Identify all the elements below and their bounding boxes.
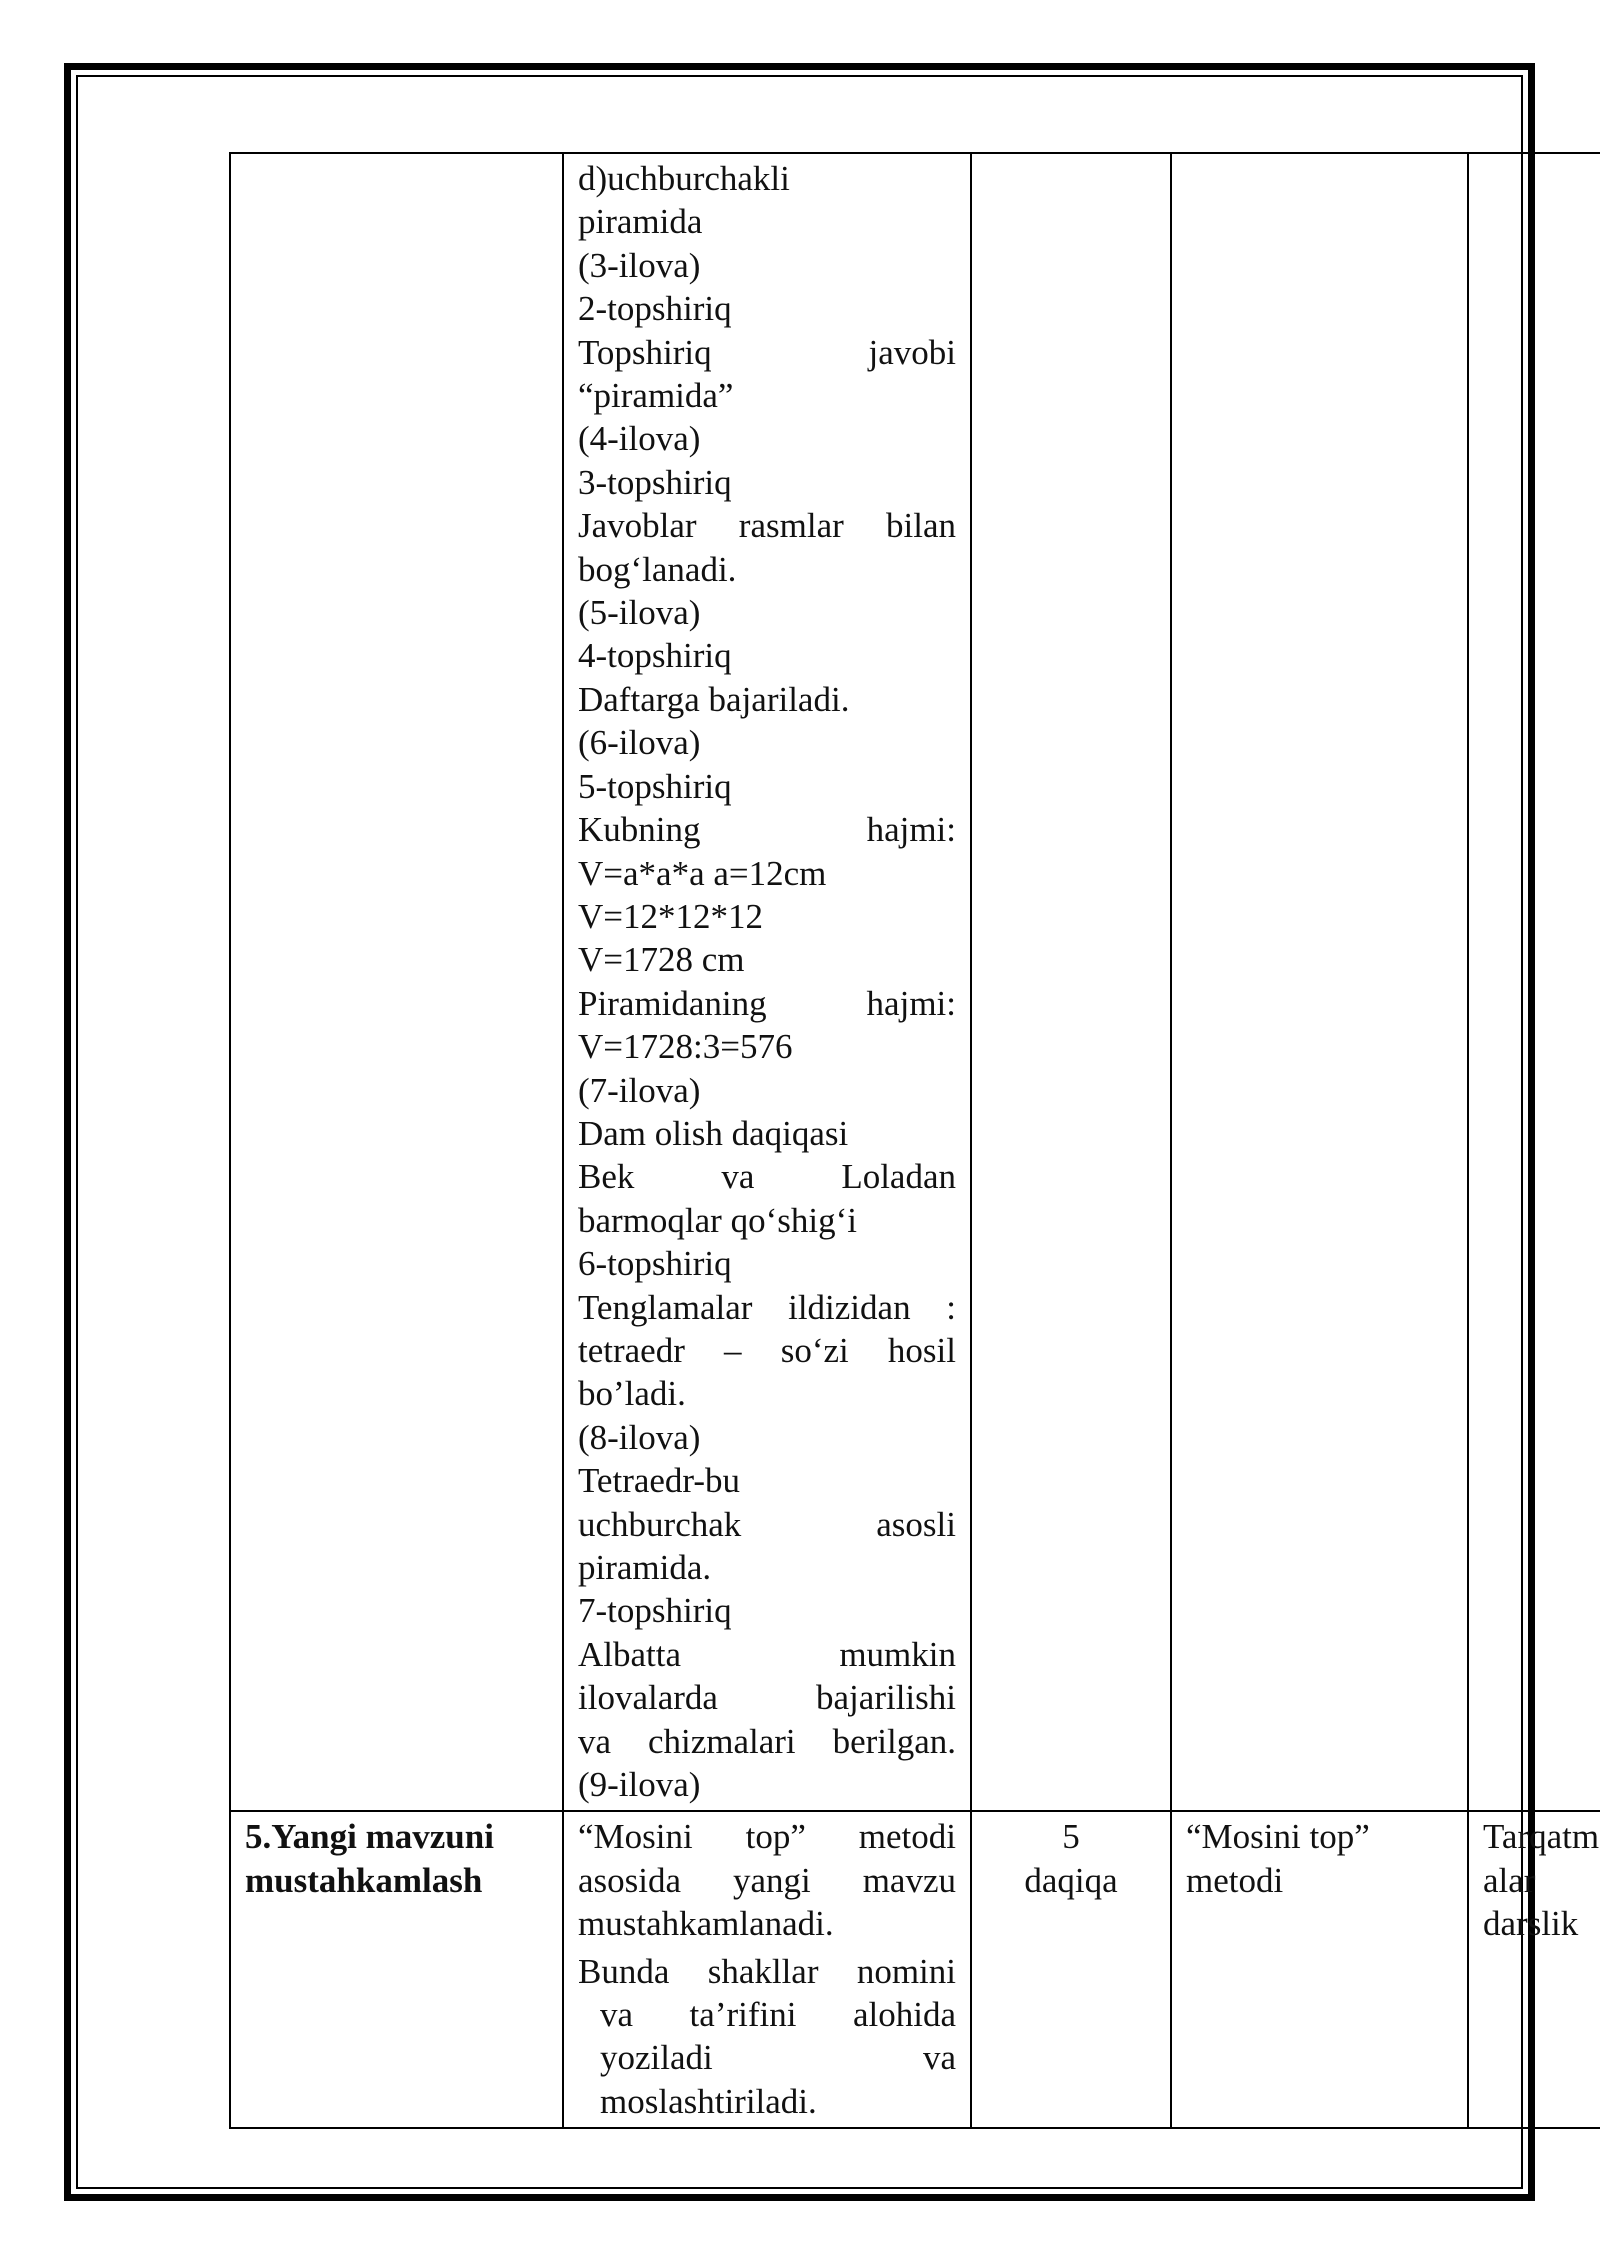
content-paragraph-first-line: Bunda shakllar nomini (578, 1951, 956, 1991)
resources-cell (1468, 1811, 1600, 2128)
content-line: Dam olish daqiqasi (578, 1113, 849, 1153)
content-line: Tetraedr-bu (578, 1461, 741, 1501)
resources-text-cont: darslik (1483, 1904, 1579, 1944)
content-line: “piramida” (578, 376, 734, 416)
content-paragraph-body: va ta’rifini alohida yoziladi va (600, 1995, 956, 2078)
method-name-cont: metodi (1186, 1860, 1284, 1900)
table-row (230, 153, 1600, 1811)
content-line: (4-ilova) (578, 419, 701, 459)
content-line: (9-ilova) (578, 1765, 701, 1805)
content-line: (6-ilova) (578, 723, 701, 763)
content-line: (5-ilova) (578, 593, 701, 633)
time-cell (971, 1811, 1171, 2128)
content-cell (563, 153, 971, 1811)
content-line: 7-topshiriq (578, 1591, 732, 1631)
content-line: 5-topshiriq (578, 766, 732, 806)
content-line: ilovalarda bajarilishi (578, 1678, 956, 1718)
content-paragraph: “Mosini top” metodi asosida yangi mavzu mustahkamlanadi. (578, 1817, 956, 1944)
content-line: Javoblar rasmlar bilan (578, 506, 956, 546)
resources-cell (1468, 153, 1600, 1811)
content-line: (7-ilova) (578, 1070, 701, 1110)
method-cell (1171, 153, 1468, 1811)
content-line: Tenglamalar ildizidan : (578, 1287, 956, 1327)
content-line: Daftarga bajariladi. (578, 679, 850, 719)
resources-text: Tarqatm (1483, 1817, 1600, 1857)
content-paragraph-last-line: moslashtiriladi. (600, 2081, 817, 2121)
table-row (230, 1811, 1600, 2128)
time-cell (971, 153, 1171, 1811)
content-line: piramida (578, 202, 703, 242)
method-cell (1171, 1811, 1468, 2128)
content-line: va chizmalari berilgan. (578, 1721, 956, 1761)
stage-cell (230, 1811, 563, 2128)
content-line: uchburchak asosli (578, 1504, 956, 1544)
content-line: Piramidaning hajmi: (578, 983, 956, 1023)
content-line: 6-topshiriq (578, 1244, 732, 1284)
content-line: tetraedr – so‘zi hosil (578, 1330, 956, 1370)
content-line: bog‘lanadi. (578, 549, 737, 589)
content-line: Topshiriq javobi (578, 332, 956, 372)
content-line: V=a*a*a a=12cm (578, 853, 827, 893)
stage-title-cont: mustahkamlash (245, 1860, 483, 1900)
content-line: Bek va Loladan (578, 1157, 956, 1197)
lesson-plan-table (229, 152, 1600, 2129)
content-line: 4-topshiriq (578, 636, 732, 676)
content-line: V=1728:3=576 (578, 1027, 793, 1067)
content-line: V=12*12*12 (578, 896, 764, 936)
stage-title: 5.Yangi mavzuni (245, 1817, 494, 1857)
content-line: bo’ladi. (578, 1374, 686, 1414)
content-line: barmoqlar qo‘shig‘i (578, 1200, 857, 1240)
content-line: Kubning hajmi: (578, 810, 956, 850)
resources-text-cont: alar (1483, 1860, 1536, 1900)
content-line: 3-topshiriq (578, 462, 732, 502)
method-name: “Mosini top” (1186, 1817, 1370, 1857)
content-line: Albatta mumkin (578, 1634, 956, 1674)
content-cell (563, 1811, 971, 2128)
time-value: 5 (1062, 1817, 1080, 1857)
content-line: (3-ilova) (578, 245, 701, 285)
content-line: d)uchburchakli (578, 159, 790, 198)
time-unit: daqiqa (1024, 1860, 1118, 1900)
stage-cell (230, 153, 563, 1811)
content-line: V=1728 cm (578, 940, 745, 980)
content-line: piramida. (578, 1548, 712, 1587)
content-line: 2-topshiriq (578, 289, 732, 329)
content-line: (8-ilova) (578, 1417, 701, 1457)
